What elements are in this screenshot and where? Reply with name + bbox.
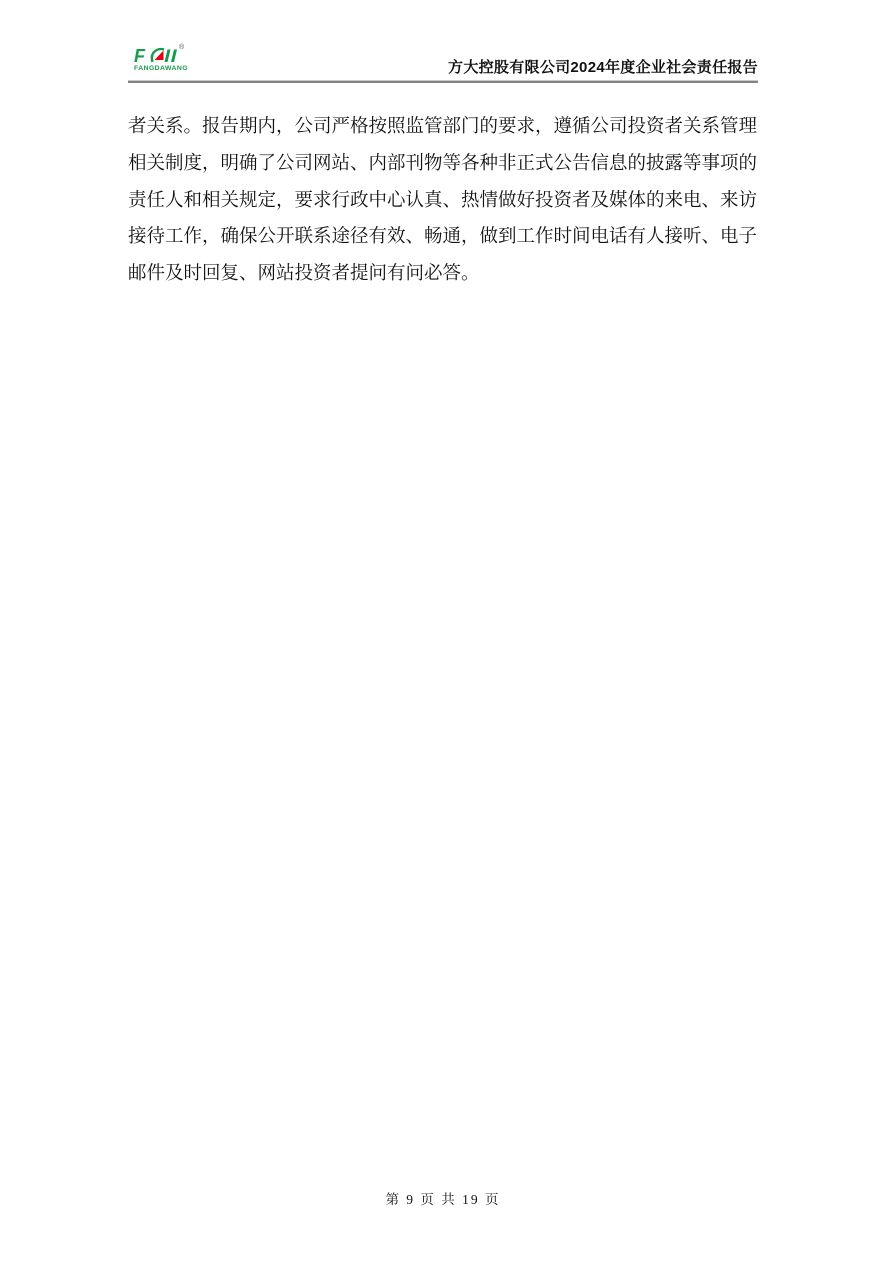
svg-text:F: F — [134, 46, 145, 65]
header-divider — [128, 80, 758, 83]
fangdawang-logo-icon — [134, 46, 180, 65]
paragraph-line: 者关系。报告期内，公司严格按照监管部门的要求，遵循公司投资者关系管理 — [128, 117, 758, 137]
paragraph-line: 责任人和相关规定，要求行政中心认真、热情做好投资者及媒体的来电、来访 — [128, 190, 758, 211]
report-title: 方大控股有限公司2024年度企业社会责任报告 — [448, 59, 758, 76]
logo-subtitle: FANGDAWANG — [134, 65, 188, 72]
page-number: 第 9 页 共 19 页 — [385, 1192, 501, 1207]
logo-row — [134, 46, 194, 65]
document-body — [128, 109, 757, 293]
registered-trademark-symbol: ® — [179, 44, 185, 51]
company-logo — [134, 46, 194, 72]
paragraph-line: 接待工作，确保公开联系途径有效、畅通，做到工作时间电话有人接听、电子 — [128, 227, 758, 248]
paragraph-line: 邮件及时回复、网站投资者提问有问必答。 — [128, 264, 480, 284]
paragraph-line: 相关制度，明确了公司网站、内部刊物等各种非正式公告信息的披露等事项的 — [128, 153, 758, 174]
page-header — [128, 44, 758, 77]
page-footer — [128, 1188, 758, 1208]
